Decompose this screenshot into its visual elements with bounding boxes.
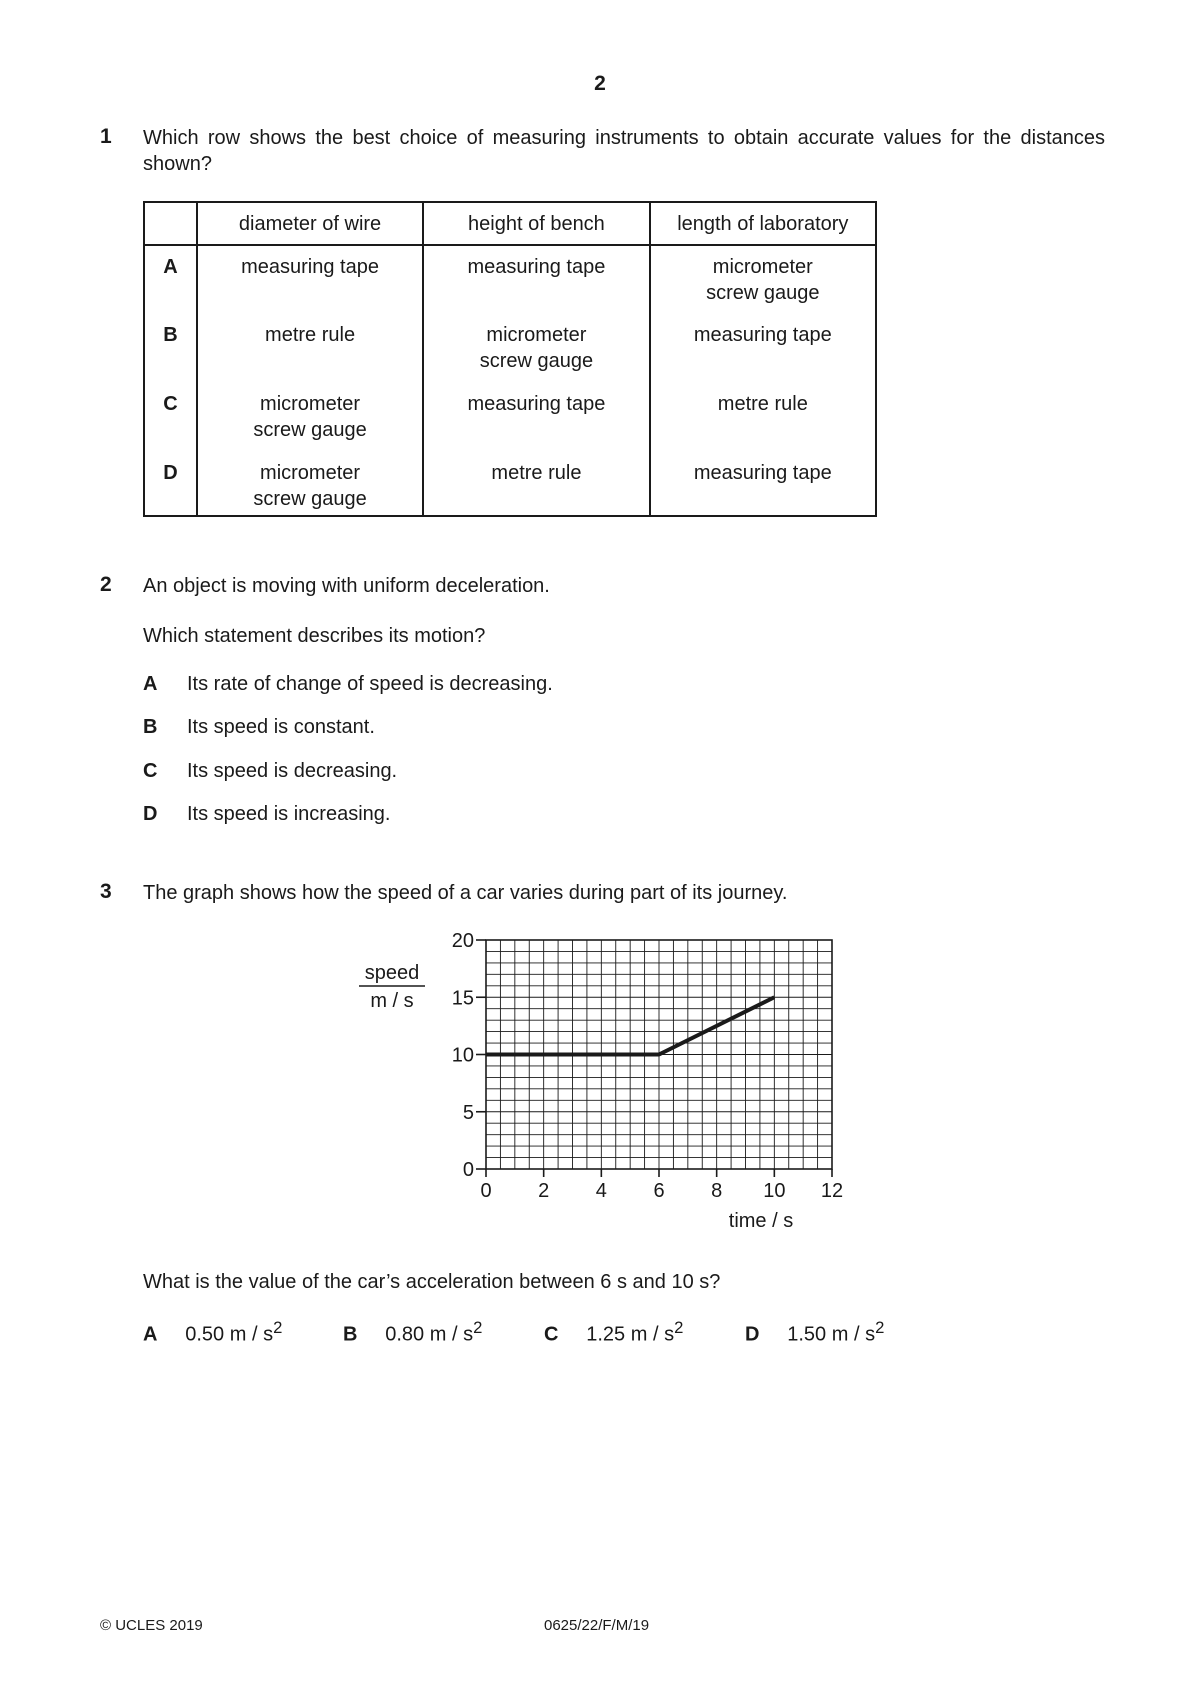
question-2-statement: An object is moving with uniform deceleration. (143, 575, 550, 597)
y-tick-label: 10 (451, 1044, 474, 1067)
table-header-row (144, 202, 876, 245)
row-letter: B (144, 314, 197, 383)
answer-option-d (745, 1318, 884, 1347)
option-exponent: 2 (273, 1318, 283, 1337)
table-cell (650, 245, 876, 314)
question-2-question: Which statement describes its motion? (143, 625, 486, 647)
row-letter: D (144, 452, 197, 516)
cell-line: measuring tape (693, 324, 832, 346)
x-axis-label: time / s (728, 1210, 794, 1232)
answer-option-c (544, 1318, 683, 1347)
table-row-b (144, 314, 876, 383)
instruments-table (143, 201, 877, 517)
option-letter: D (143, 803, 158, 825)
option-exponent: 2 (674, 1318, 684, 1337)
x-tick-label: 12 (820, 1180, 844, 1202)
row-letter: C (144, 383, 197, 452)
cell-line: measuring tape (241, 256, 379, 278)
question-3-text: The graph shows how the speed of a car varies during part of its journey. (143, 882, 788, 904)
cell-line: screw gauge (479, 350, 594, 372)
table-cell (423, 452, 649, 516)
option-value: 1.50 m / s (787, 1323, 876, 1346)
question-3-question: What is the value of the car’s acceleration between 6 s and 10 s? (143, 1271, 721, 1293)
table-cell (650, 383, 876, 452)
y-tick-label: 20 (451, 930, 474, 952)
answer-option-a (143, 1318, 282, 1347)
table-cell (423, 245, 649, 314)
option-letter: B (343, 1323, 358, 1346)
option-letter: A (143, 673, 158, 695)
cell-line: measuring tape (467, 256, 606, 278)
cell-line: metre rule (717, 393, 808, 415)
y-tick-label: 5 (462, 1101, 474, 1124)
option-letter: B (143, 716, 158, 738)
option-text: Its rate of change of speed is decreasing. (187, 673, 553, 695)
table-cell (650, 314, 876, 383)
cell-line: screw gauge (253, 488, 367, 510)
row-letter: A (144, 245, 197, 314)
question-2-number: 2 (100, 573, 112, 596)
cell-line: metre rule (265, 324, 356, 346)
cell-line: micrometer (486, 324, 587, 346)
x-tick-label: 10 (763, 1180, 786, 1202)
table-cell (197, 245, 423, 314)
cell-line: measuring tape (467, 393, 606, 415)
cell-line: measuring tape (693, 462, 832, 484)
table-cell (197, 314, 423, 383)
cell-line: micrometer (260, 393, 361, 415)
option-letter: A (143, 1323, 158, 1346)
speed-time-graph (355, 925, 855, 1245)
x-tick-label: 0 (480, 1180, 492, 1202)
table-cell (197, 383, 423, 452)
y-axis-label-bottom: m / s (370, 990, 414, 1012)
y-axis-label-top: speed (364, 962, 420, 984)
option-value: 1.25 m / s (586, 1323, 675, 1346)
option-text: Its speed is constant. (187, 716, 375, 738)
header-length-of-laboratory: length of laboratory (650, 202, 876, 245)
x-tick-label: 8 (711, 1180, 723, 1202)
footer-paper-code: 0625/22/F/M/19 (544, 1617, 650, 1634)
cell-line: screw gauge (253, 419, 367, 441)
y-tick-label: 0 (462, 1159, 474, 1181)
question-1-number: 1 (100, 125, 112, 148)
option-value: 0.50 m / s (185, 1323, 274, 1346)
table-cell (423, 383, 649, 452)
y-tick-label: 15 (451, 987, 474, 1010)
table-row-a (144, 245, 876, 314)
page-number: 2 (594, 72, 606, 95)
table-cell (423, 314, 649, 383)
header-height-of-bench: height of bench (423, 202, 649, 245)
cell-line: micrometer (260, 462, 361, 484)
answer-option-b (343, 1318, 482, 1347)
table-cell (197, 452, 423, 516)
cell-line: metre rule (491, 462, 582, 484)
option-value: 0.80 m / s (385, 1323, 474, 1346)
table-cell (650, 452, 876, 516)
x-tick-label: 4 (595, 1180, 607, 1202)
footer-copyright: © UCLES 2019 (100, 1617, 203, 1634)
question-3-number: 3 (100, 880, 112, 903)
table-row-d (144, 452, 876, 516)
cell-line: micrometer (712, 256, 813, 278)
option-text: Its speed is increasing. (187, 803, 391, 825)
table-corner-cell (144, 202, 197, 245)
header-diameter-of-wire: diameter of wire (197, 202, 423, 245)
x-tick-label: 2 (538, 1180, 550, 1202)
cell-line: screw gauge (706, 282, 820, 304)
option-letter: D (745, 1323, 760, 1346)
question-1-text: Which row shows the best choice of measuring instruments to obtain accurate values for the distances shown? (143, 127, 1105, 175)
table-row-c (144, 383, 876, 452)
option-letter: C (544, 1323, 559, 1346)
option-letter: C (143, 760, 158, 782)
option-text: Its speed is decreasing. (187, 760, 398, 782)
option-exponent: 2 (875, 1318, 885, 1337)
option-exponent: 2 (473, 1318, 483, 1337)
x-tick-label: 6 (653, 1180, 665, 1202)
